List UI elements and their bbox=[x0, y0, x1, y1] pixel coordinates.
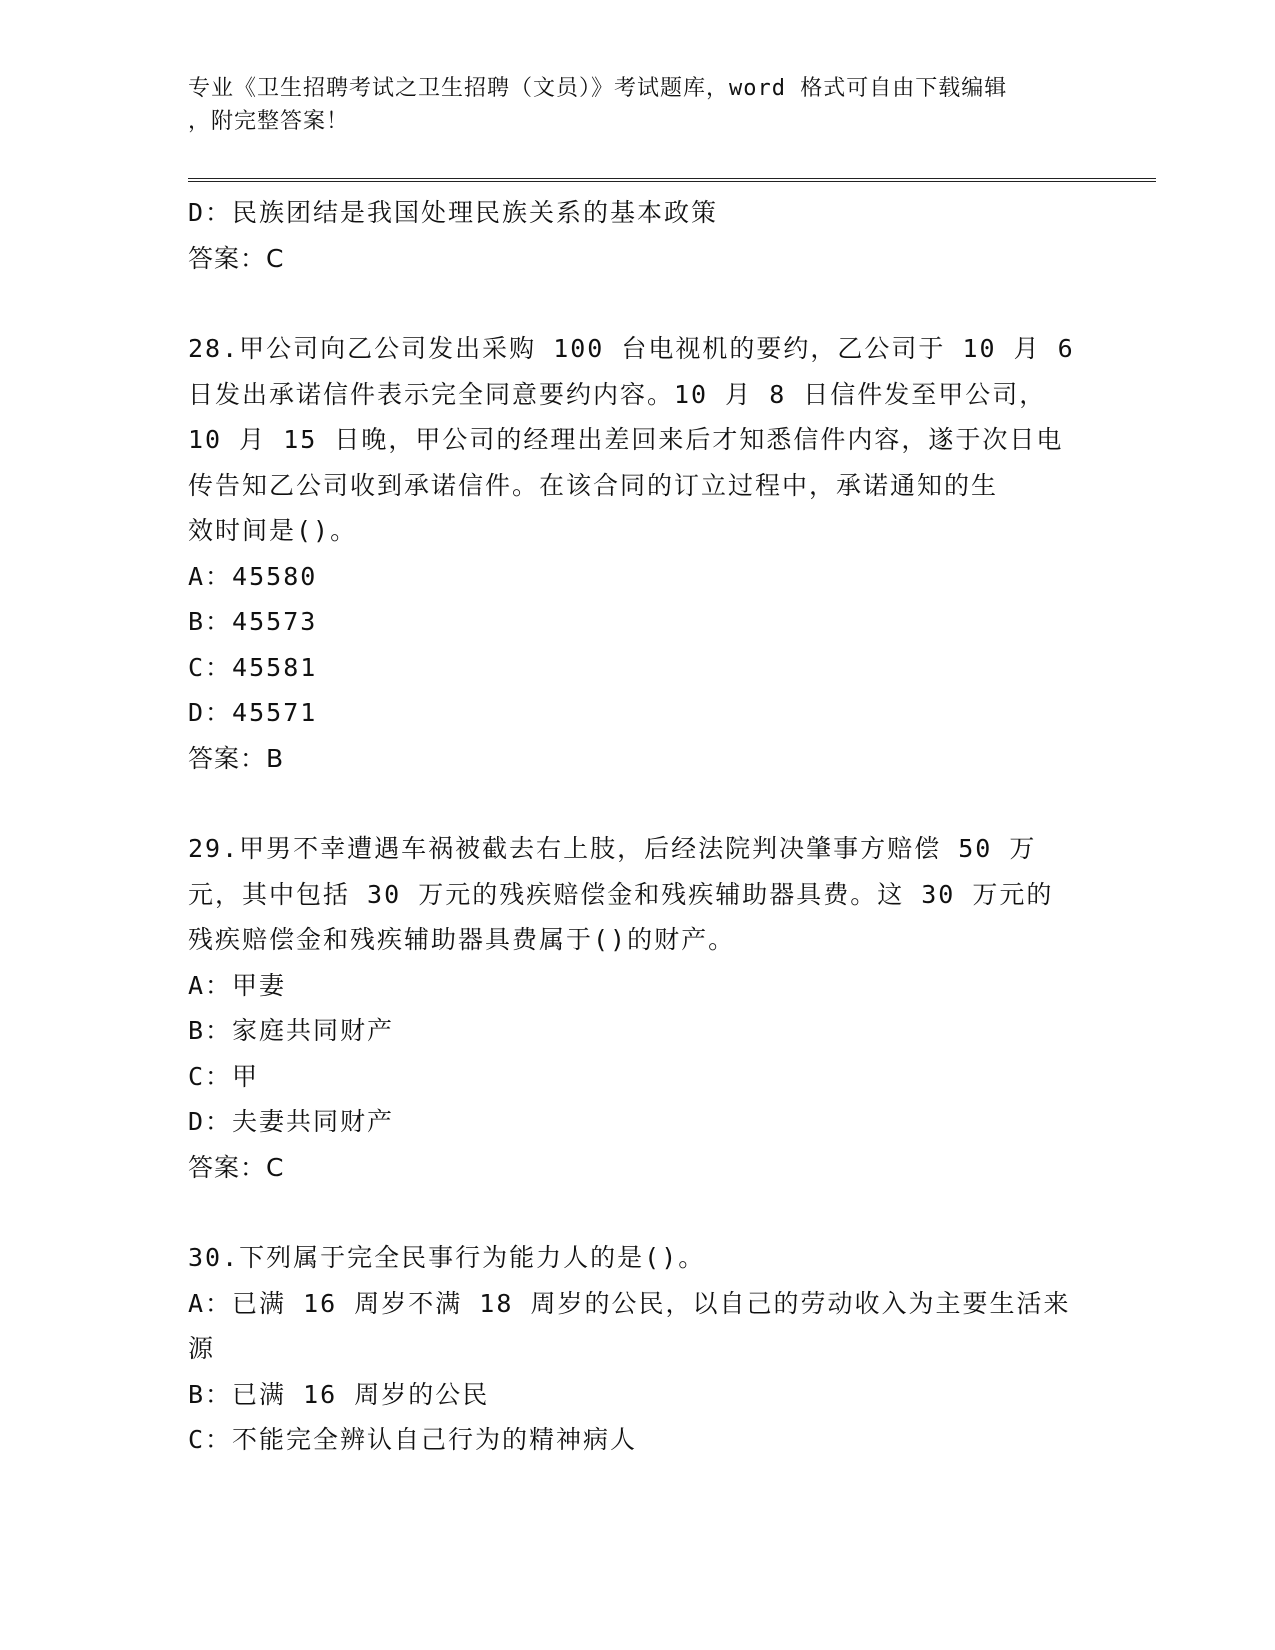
answer-line: 答案：B bbox=[188, 743, 285, 773]
question-28 bbox=[188, 326, 1108, 781]
stem-line: 残疾赔偿金和残疾辅助器具费属于()的财产。 bbox=[188, 925, 736, 954]
partial-question bbox=[188, 190, 1108, 281]
question-stem bbox=[188, 1235, 1108, 1281]
question-stem bbox=[188, 326, 1108, 554]
stem-line: 29.甲男不幸遭遇车祸被截去右上肢，后经法院判决肇事方赔偿 50 万 bbox=[188, 834, 1037, 863]
stem-line: 30.下列属于完全民事行为能力人的是()。 bbox=[188, 1243, 706, 1272]
stem-line: 日发出承诺信件表示完全同意要约内容。10 月 8 日信件发至甲公司， bbox=[188, 379, 1047, 409]
question-30 bbox=[188, 1235, 1108, 1463]
page-header bbox=[188, 72, 1088, 138]
option-b: B：已满 16 周岁的公民 bbox=[188, 1379, 490, 1409]
answer-line: 答案：C bbox=[188, 243, 285, 273]
question-stem bbox=[188, 826, 1108, 963]
stem-line: 10 月 15 日晚，甲公司的经理出差回来后才知悉信件内容，遂于次日电 bbox=[188, 425, 1064, 454]
stem-line: 28.甲公司向乙公司发出采购 100 台电视机的要约，乙公司于 10 月 6 bbox=[188, 334, 1075, 363]
option-a: A：甲妻 bbox=[188, 970, 287, 1000]
option-a: A：45580 bbox=[188, 561, 318, 591]
stem-line: 传告知乙公司收到承诺信件。在该合同的订立过程中，承诺通知的生 bbox=[188, 470, 999, 500]
question-29 bbox=[188, 826, 1108, 1190]
option-c: C：不能完全辨认自己行为的精神病人 bbox=[188, 1425, 638, 1454]
option-d: D：夫妻共同财产 bbox=[188, 1107, 395, 1136]
option-d: D：45571 bbox=[188, 698, 318, 727]
option-a-continued: 源 bbox=[188, 1334, 216, 1363]
header-divider bbox=[188, 178, 1156, 182]
option-b: B：45573 bbox=[188, 607, 318, 636]
option-a: A：已满 16 周岁不满 18 周岁的公民，以自己的劳动收入为主要生活来 bbox=[188, 1288, 1071, 1318]
option-c: C：甲 bbox=[188, 1061, 260, 1091]
answer-line: 答案：C bbox=[188, 1152, 285, 1182]
document-body bbox=[188, 190, 1108, 1463]
option-b: B：家庭共同财产 bbox=[188, 1016, 395, 1045]
option-d: D：民族团结是我国处理民族关系的基本政策 bbox=[188, 198, 719, 227]
stem-line: 元，其中包括 30 万元的残疾赔偿金和残疾辅助器具费。这 30 万元的 bbox=[188, 879, 1054, 909]
stem-line: 效时间是()。 bbox=[188, 516, 358, 545]
header-line-1: 专业《卫生招聘考试之卫生招聘（文员）》考试题库，word 格式可自由下载编辑 bbox=[188, 76, 1008, 101]
header-line-2: ，附完整答案！ bbox=[188, 109, 350, 134]
option-c: C：45581 bbox=[188, 652, 318, 682]
